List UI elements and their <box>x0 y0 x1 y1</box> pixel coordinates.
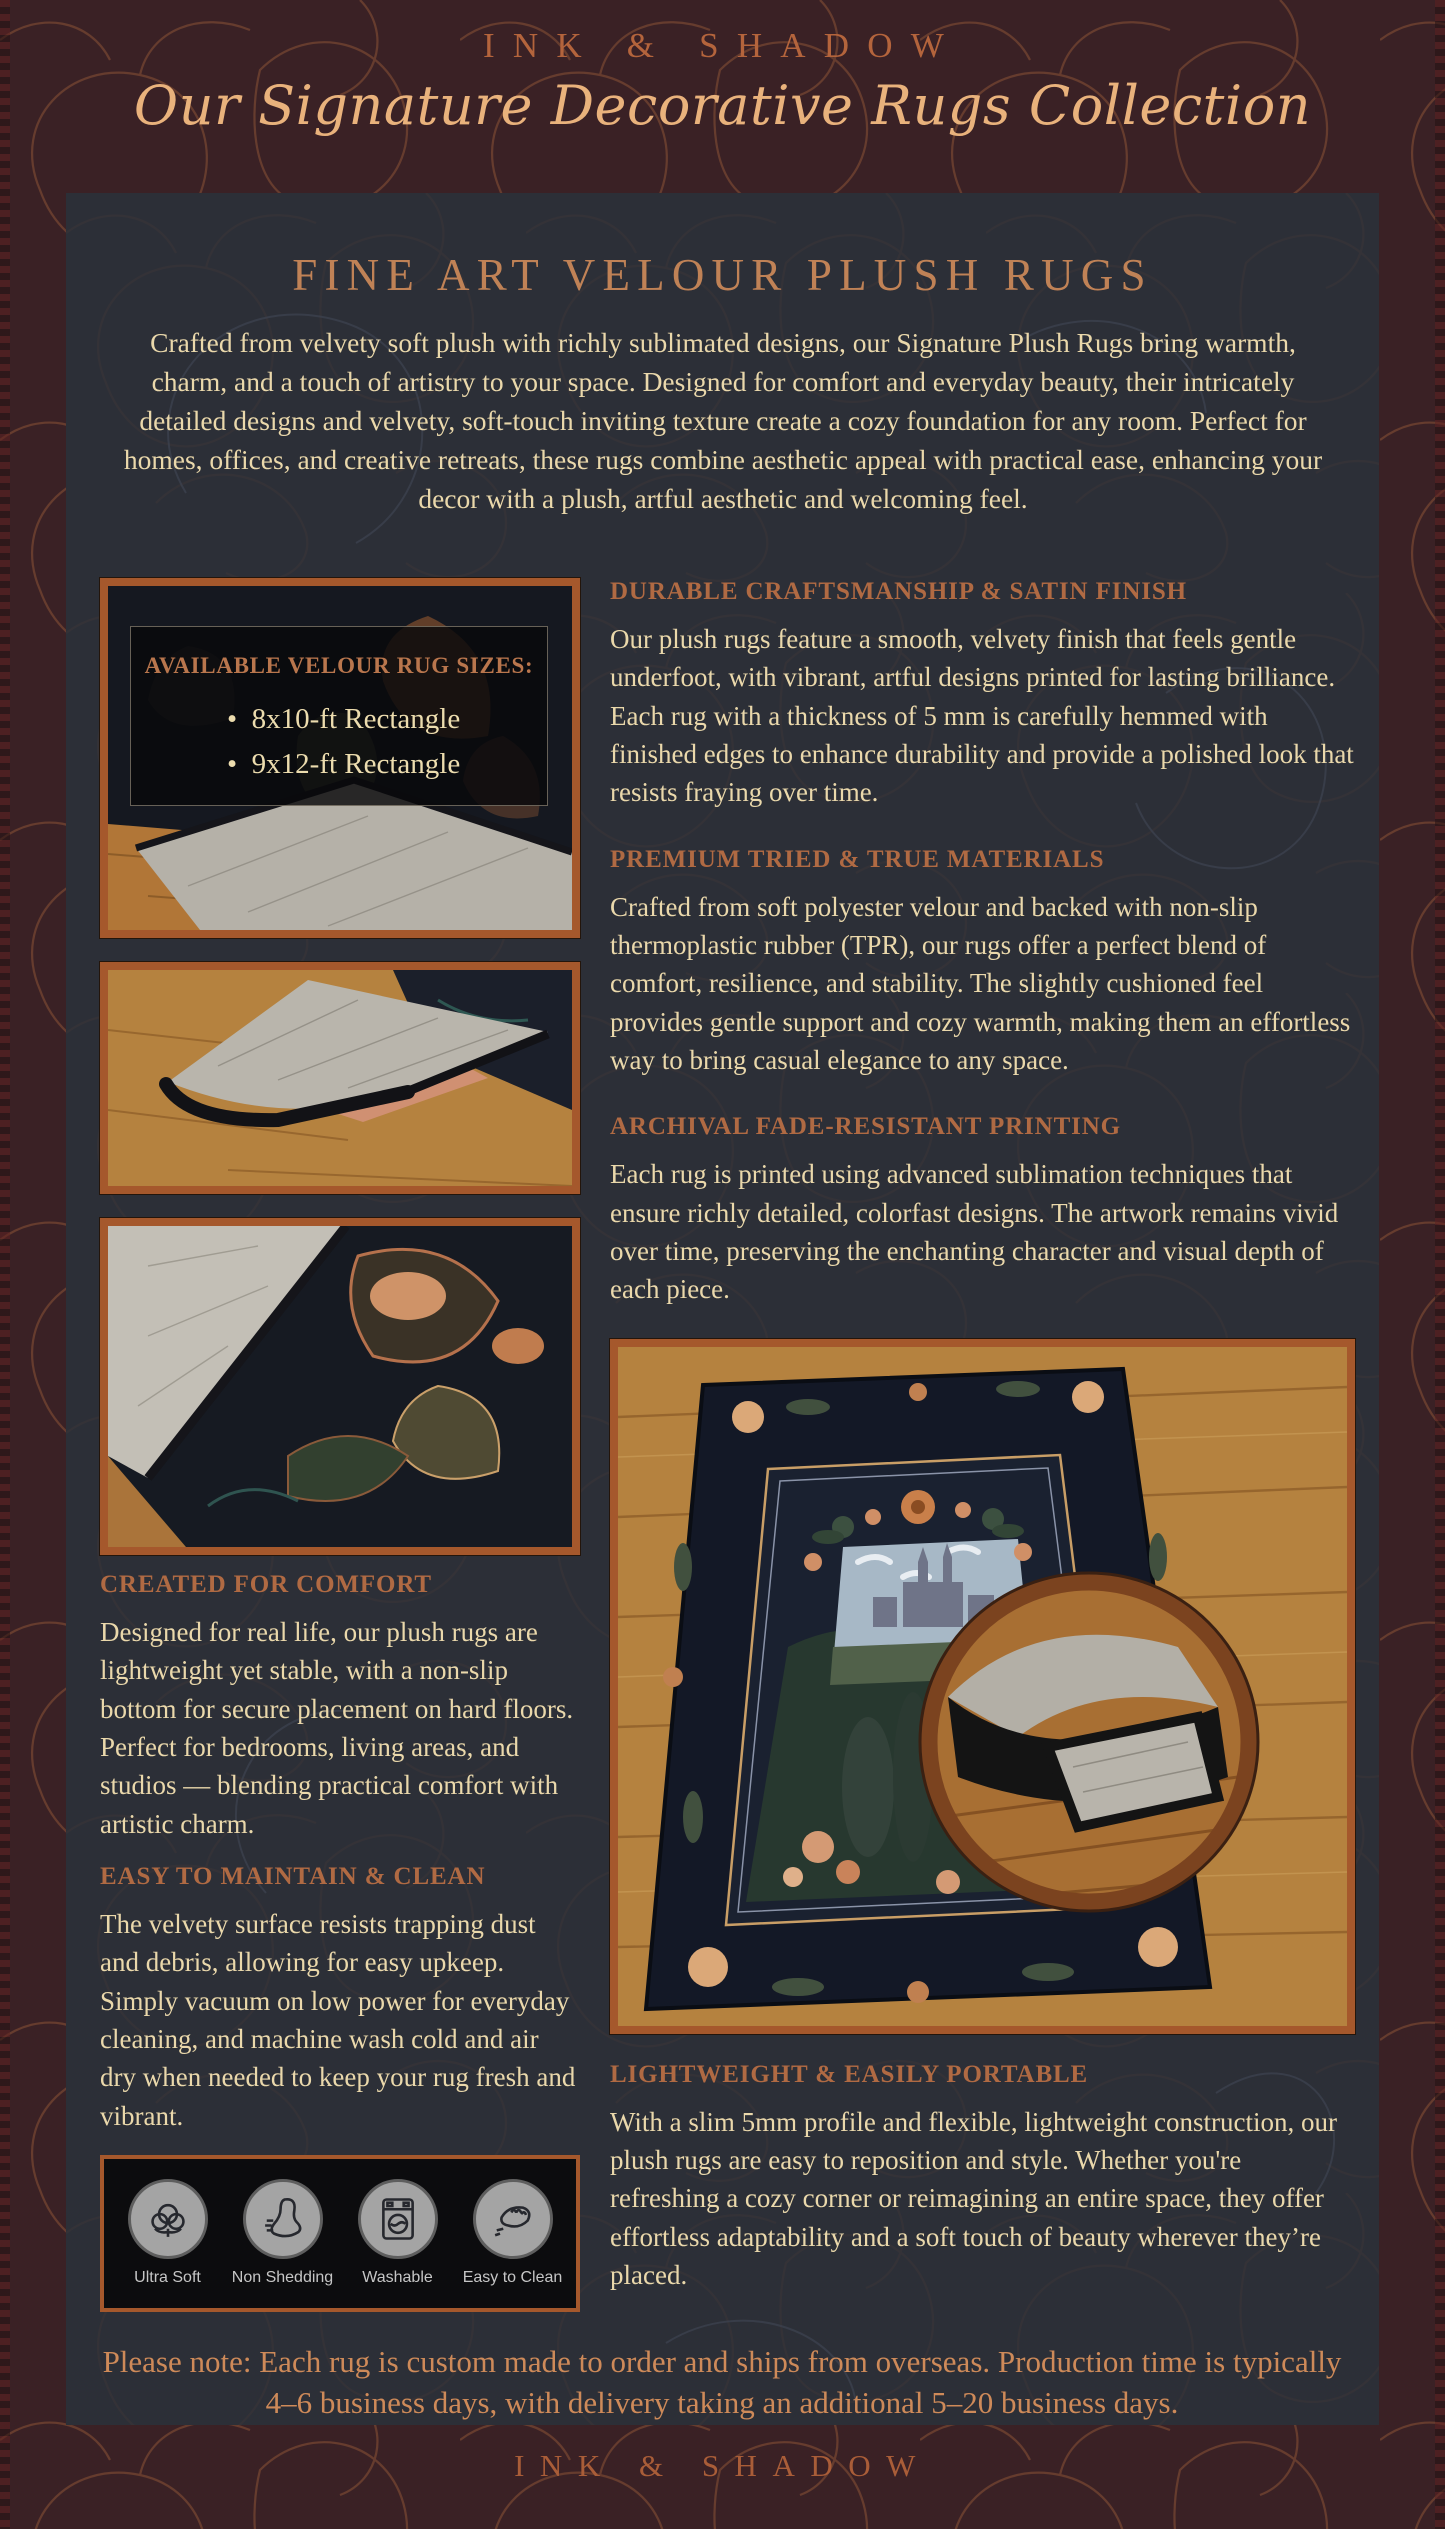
section-heading-durable: DURABLE CRAFTSMANSHIP & SATIN FINISH <box>610 578 1187 605</box>
section-heading-maintain: EASY TO MAINTAIN & CLEAN <box>100 1862 486 1890</box>
care-label: Ultra Soft <box>134 2269 201 2287</box>
washing-machine-icon <box>358 2179 438 2259</box>
section-body-comfort: Designed for real life, our plush rugs are lightweight yet stable, with a non-slip bottom for secure placement on hard floors. Perfect for bedrooms, living areas, and studios — blending practical comfort with artistic charm. <box>100 1617 574 1839</box>
sizes-list <box>227 697 547 787</box>
cotton-flower-icon <box>128 2179 208 2259</box>
hand-wipe-icon <box>473 2179 553 2259</box>
care-item-washable <box>345 2179 451 2287</box>
section-heading-portable: LIGHTWEIGHT & EASILY PORTABLE <box>610 2060 1089 2088</box>
rug-edge-photo-art <box>108 970 572 1186</box>
size-item: • 9x12-ft Rectangle <box>227 742 547 787</box>
main-panel <box>66 193 1379 2425</box>
right-edge-trim <box>1435 0 1445 2529</box>
section-body-portable: With a slim 5mm profile and flexible, lightweight construction, our plush rugs are easy to reposition and style. Whether you're refreshing a cozy corner or reimagining an entire space, they offer effortless adaptability and a soft touch of beauty wherever they’re placed. <box>610 2106 1338 2290</box>
care-icons-strip <box>100 2155 580 2312</box>
section-heading-materials: PREMIUM TRIED & TRUE MATERIALS <box>610 845 1105 873</box>
right-column <box>610 578 1355 2328</box>
care-item-non-shedding <box>230 2179 336 2287</box>
section-body-materials: Crafted from soft polyester velour and backed with non-slip thermoplastic rubber (TPR), our rugs offer a perfect blend of comfort, resilience, and stability. The slightly cushioned feel provides gentle support and cozy warmth, making them an effortless way to bring casual elegance to any space. <box>610 891 1351 1075</box>
page-title: FINE ART VELOUR PLUSH RUGS <box>292 250 1153 301</box>
section-body-printing: Each rug is printed using advanced sublimation techniques that ensure richly detailed, colorfast designs. The artwork remains vivid over time, preserving the enchanting character and visual depth of each piece. <box>610 1159 1339 1305</box>
care-label: Easy to Clean <box>462 2269 563 2287</box>
care-label: Non Shedding <box>231 2269 334 2287</box>
shipping-note: Please note: Each rug is custom made to order and ships from overseas. Production time is typically 4–6 business days, with delivery taking an additional 5–20 business days. <box>102 2344 1342 2420</box>
brand-header <box>0 26 1445 137</box>
size-item: • 8x10-ft Rectangle <box>227 697 547 742</box>
foot-icon <box>243 2179 323 2259</box>
section-heading-comfort: CREATED FOR COMFORT <box>100 1571 432 1598</box>
care-label: Washable <box>362 2269 433 2287</box>
brand-name: INK & SHADOW <box>483 26 962 65</box>
left-edge-trim <box>0 0 10 2529</box>
left-column <box>100 578 580 2312</box>
care-item-easy-clean <box>460 2179 566 2287</box>
intro-paragraph: Crafted from velvety soft plush with richly sublimated designs, our Signature Plush Rugs bring warmth, charm, and a touch of artistry to your space. Designed for comfort and everyday beauty, their intricately detailed designs and velvety, soft-touch inviting texture create a cozy foundation for any room. Perfect for homes, offices, and creative retreats, these rugs combine aesthetic appeal with practical ease, enhancing your decor with a plush, artful aesthetic and welcoming feel. <box>123 326 1323 514</box>
sizes-heading: AVAILABLE VELOUR RUG SIZES: <box>144 653 534 678</box>
rug-hero-photo <box>610 1339 1355 2034</box>
brand-footer: INK & SHADOW <box>514 2448 931 2483</box>
care-item-ultra-soft <box>115 2179 221 2287</box>
section-body-durable: Our plush rugs feature a smooth, velvety finish that feels gentle underfoot, with vibrant, artful designs printed for lasting brilliance. Each rug with a thickness of 5 mm is carefully hemmed with finished edges to enhance durability and provide a polished look that resists fraying over time. <box>610 624 1354 808</box>
rug-corner-photo-art <box>108 1226 572 1547</box>
collection-subtitle: Our Signature Decorative Rugs Collection <box>133 74 1312 137</box>
section-heading-printing: ARCHIVAL FADE-RESISTANT PRINTING <box>610 1113 1121 1141</box>
rug-corner-photo <box>100 1218 580 1555</box>
rug-edge-photo <box>100 962 580 1194</box>
rug-photo-sizes <box>100 578 580 938</box>
rug-hero-photo-art <box>618 1347 1347 2026</box>
sizes-overlay-card <box>130 626 548 806</box>
section-body-maintain: The velvety surface resists trapping dust and debris, allowing for easy upkeep. Simply vacuum on low power for everyday cleaning, and machine wash cold and air dry when needed to keep your rug fresh and vibrant. <box>100 1908 576 2131</box>
